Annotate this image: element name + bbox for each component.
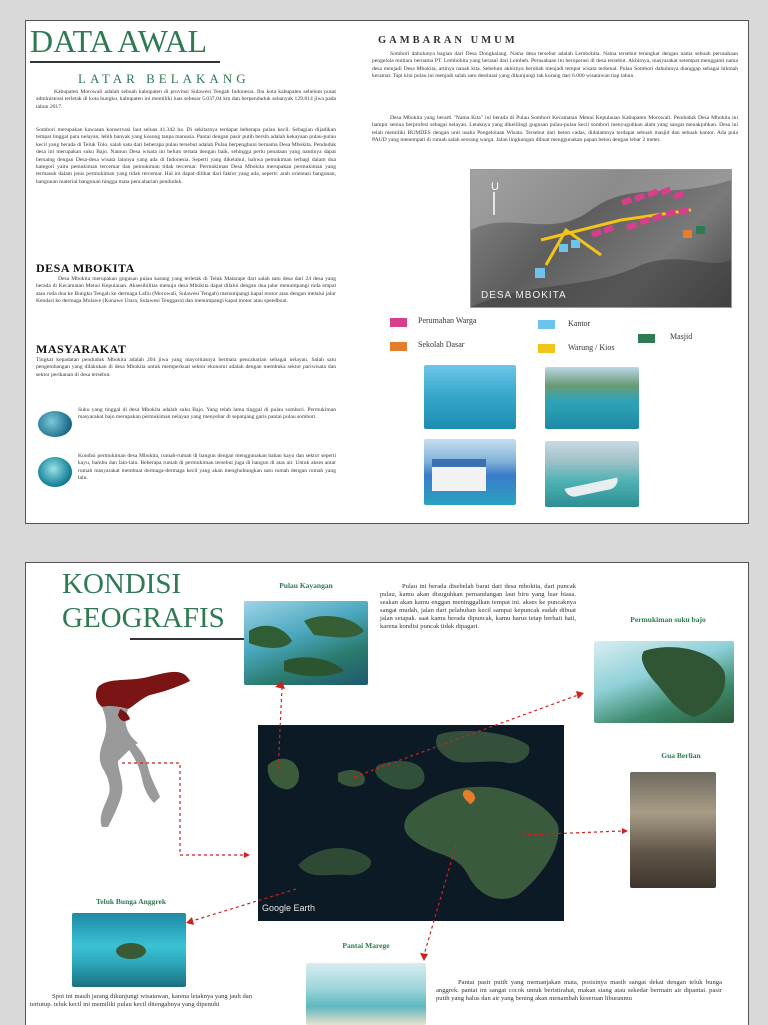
legend-swatch-masjid [638, 334, 655, 343]
gambaran-paragraph-1: Sombori dahulunya bagian dari Desa Dongkalang. Nama desa tersebut adalah Lembobita. Nama tersebut terangkat dengan nama sebuah perusahaan pengelola mutiara bernama PT. Lembobita yang berasal dari Lembeh. Perusahaan itu beroperasi di desa tersebut. Akhirnya, masyarakat setempat mengganti nama desa menjadi Desa Mbokita, artinya nanah kita. Sebelum akhirnya berubah menjadi tempat wisata terkenal. Pulau Sombori dahulunya dianggap sebagai hikmah keramat. Tapi kini pulau ini menjadi salah satu destinasi yang dikunjungi tak kurang dari 6.000 wisatawan tiap tahun. [372, 51, 738, 80]
snorkeling-photo [424, 365, 516, 429]
kondisi-geografis-panel [25, 562, 749, 1025]
desa-mbokita-paragraph: Desa Mbokita merupakan gugusan pulau karang yang terletak di Teluk Matarape dari salah satu desa dari 24 desa yang berada di Kecamatan Menui Kepulauan. Aksesibilitas menuju desa Mbokita dapat dilalui dengan dua jalur menumpangi roda empat atau roda dua ke Bungku Tengah ke dermaga Lafiu (Morowali, Sulawesi Tengah) menumpangi kapal motor atau dengan melalui jalur Kendari ke dermaga Molawe (Konawe Utara, Sulawesi Tenggara) dan menumpangi kapal motor atau speedboat. [36, 276, 336, 305]
legend-label-masjid: Masjid [670, 332, 693, 341]
desa-mbokita-site-map [470, 169, 732, 308]
connector-arrows [26, 563, 748, 1025]
legend-label-sekolah: Sekolah Dasar [418, 340, 465, 349]
pantai-description: Pantai pasir putih yang memanjakan mata, posisinya masih sangat dekat dengan teluk bunga anggrek. pantai ini sangat cocok untuk beristirahat, makan siang atau sekedar bermain air dipantai. pasir putih yang halus dan air yang bening akan menambah keseruan liburanmu [436, 979, 722, 1002]
stilt-house-shape [432, 459, 486, 491]
masyarakat-item-2: Kondisi permukiman desa Mbokita, rumah-rumah di bangun dengan menggunakan bahan kayu dan sektor seperti kayu, bambu dan lain-lain. Beberapa rumah di permukiman tersebut juga di bangun di atas air. Untuk akses antar rumah masyarakat membuat dermaga-dermaga kecil yang akan menghubungkan satu rumah dengan rumah yang lain. [78, 453, 336, 482]
settlement-photo [38, 457, 72, 487]
gambaran-paragraph-2: Desa Mbokita yang berarti "Nama Kita" ini berada di Pulau Sombori Kecamatan Menui Kepulauan Kabupaten Morowali. Penduduk Desa Mbokita ini hampir semua berprofesi sebagai nelayan. Letaknya yang dikelilingi gugusan pulau-pulau kecil sombori menyuguhkan alam yang sangat menakjubkan. Desa ini telah memiliki BUMDES dengan unit usaha Pengelolaan Wisata. Tersebut dari beton cadas, didalamnya terdapat sebuah masjid dan sebuah kantor. Ada pula PAUD yang menempati di rumah salah seorang warga. Jalan lingkungan dibuat menggunakan papan beton dengan lebar 2 meter. [372, 115, 738, 144]
island-bay-photo [545, 367, 639, 429]
geo-title-line-1: KONDISI [62, 568, 182, 600]
caption-gua-berlian: Gua Berlian [661, 751, 701, 760]
site-map-drawing [471, 170, 731, 307]
legend-swatch-perumahan [390, 318, 407, 327]
masyarakat-item-1: Suku yang tinggal di desa Mbokita adalah suku Bajo. Yang telah lama tinggal di pulau sombori. Permukiman masyarakat bajo merupakan permukiman nelayan yang menyebar di sepanjang garis pantai pulau sombori. [78, 407, 336, 421]
latar-belakang-heading: LATAR BELAKANG [78, 71, 250, 86]
legend-swatch-kantor [538, 320, 555, 329]
masyarakat-paragraph: Tingkat kepadatan penduduk Mbokita adalah 204 jiwa yang mayoritasnya bermata pencaharian sebagai nelayan. Salah satu pengembangan yang dilakukan di desa Mbokita untuk memperkuat sektor ekonomi adalah dengan membuka sektor pariwisata dan sektor perikanan di desa tersebut. [36, 357, 336, 378]
bajo-people-photo [38, 411, 72, 437]
google-earth-watermark: Google Earth [262, 903, 316, 913]
title-underline [30, 61, 220, 63]
legend-label-warung: Warung / Kios [568, 343, 615, 352]
latar-paragraph-1: Kabupaten Morowali adalah sebuah kabupaten di provinsi Sulawesi Tengah Indonesia. Ibu kota kabupaten sebelum pusat administrasi terletak di kota bungku. kabupaten ini memiliki luas sebesar 5.037,04 km dan berpenduduk sebanyak 129.814 jiwa pada tahun 2017. [36, 89, 336, 110]
teluk-description: Spot ini masih jarang dikunjungi wisatawan, karena letaknya yang jauh dan tertutup. teluk kecil ini memiliki pulau kecil ditengahnya yang dipenuhi [30, 993, 252, 1008]
legend-label-perumahan: Perumahan Warga [418, 316, 477, 325]
geo-title-line-2: GEOGRAFIS [62, 602, 225, 634]
map-label: DESA MBOKITA [481, 290, 567, 301]
masyarakat-heading: MASYARAKAT [36, 342, 127, 356]
caption-pulau-kayangan: Pulau Kayangan [279, 581, 333, 590]
caption-permukiman: Permukiman suku bajo [630, 615, 706, 624]
boat-shape [565, 477, 620, 498]
stilt-house-photo [424, 439, 516, 505]
kayangan-description: Pulau ini berada disebelah barat dari desa mbokita, dari puncak pulau, kamu akan disuguhkan pemandangan laut biru yang luar biasa. seakan akan kamu enggan meninggalkan tempat ini. akses ke puncaknya sangat mudah, jalan dari pelabuhan kecil sampai kepuncak sudah dibuat jalan setapak. saat kamu berada dipuncak, kamu harus tetap berhati hati, karena kondisi puncak tidak dipagari. [380, 583, 576, 630]
svg-text:U: U [491, 181, 499, 193]
boat-photo [545, 441, 639, 507]
caption-pantai-marege: Pantai Marege [342, 941, 390, 950]
legend-label-kantor: Kantor [568, 319, 591, 328]
legend-swatch-sekolah [390, 342, 407, 351]
legend-swatch-warung [538, 344, 555, 353]
gambaran-umum-heading: GAMBARAN UMUM [378, 35, 518, 46]
data-awal-panel [25, 20, 749, 524]
latar-paragraph-2: Sombori merupakan kawasan konservasi laut seluas 41.342 ha. Di sekitarnya terdapat beberapa pulau kecil. Sebagian dijadikan tempat tinggal para nelayan, lebih banyak yang kosong tanpa manusia. Pantai dengan pasir putih bersih adalah kekayaan pulau-pulau kecil yang berada di Teluk Tolo. salah satu dari beberapa pulau tersebut adalah Pulau berpenghuni bernama Desa Mbokita. Penduduk desa ini merupakan suku Bajo. Namun Desa wisata ini belum tertata dengan baik, sehingga perlu penataan yang nantinya dapat bersaing dengan Desa-desa wisata lainnya yang ada di Indonesia. Seperti yang diketahui, bahwa pemukiman terbagi dalam dua kategori yaitu pemukiman tercemar dan pemukiman tidak tercemar. Permukiman Desa Mbokita merupakan permukiman yang termasuk dalam jenis permukiman yang tidak tercemar. Hal ini dapat dilihat dari faktor yang ada, seperti: arah orientasi bangunan, bangunan material bangunan hingga mata pencaharian penduduk. [36, 127, 336, 185]
page-title: DATA AWAL [30, 23, 208, 59]
desa-mbokita-heading: DESA MBOKITA [36, 261, 135, 275]
caption-teluk-bunga-anggrek: Teluk Bunga Anggrek [95, 897, 167, 906]
